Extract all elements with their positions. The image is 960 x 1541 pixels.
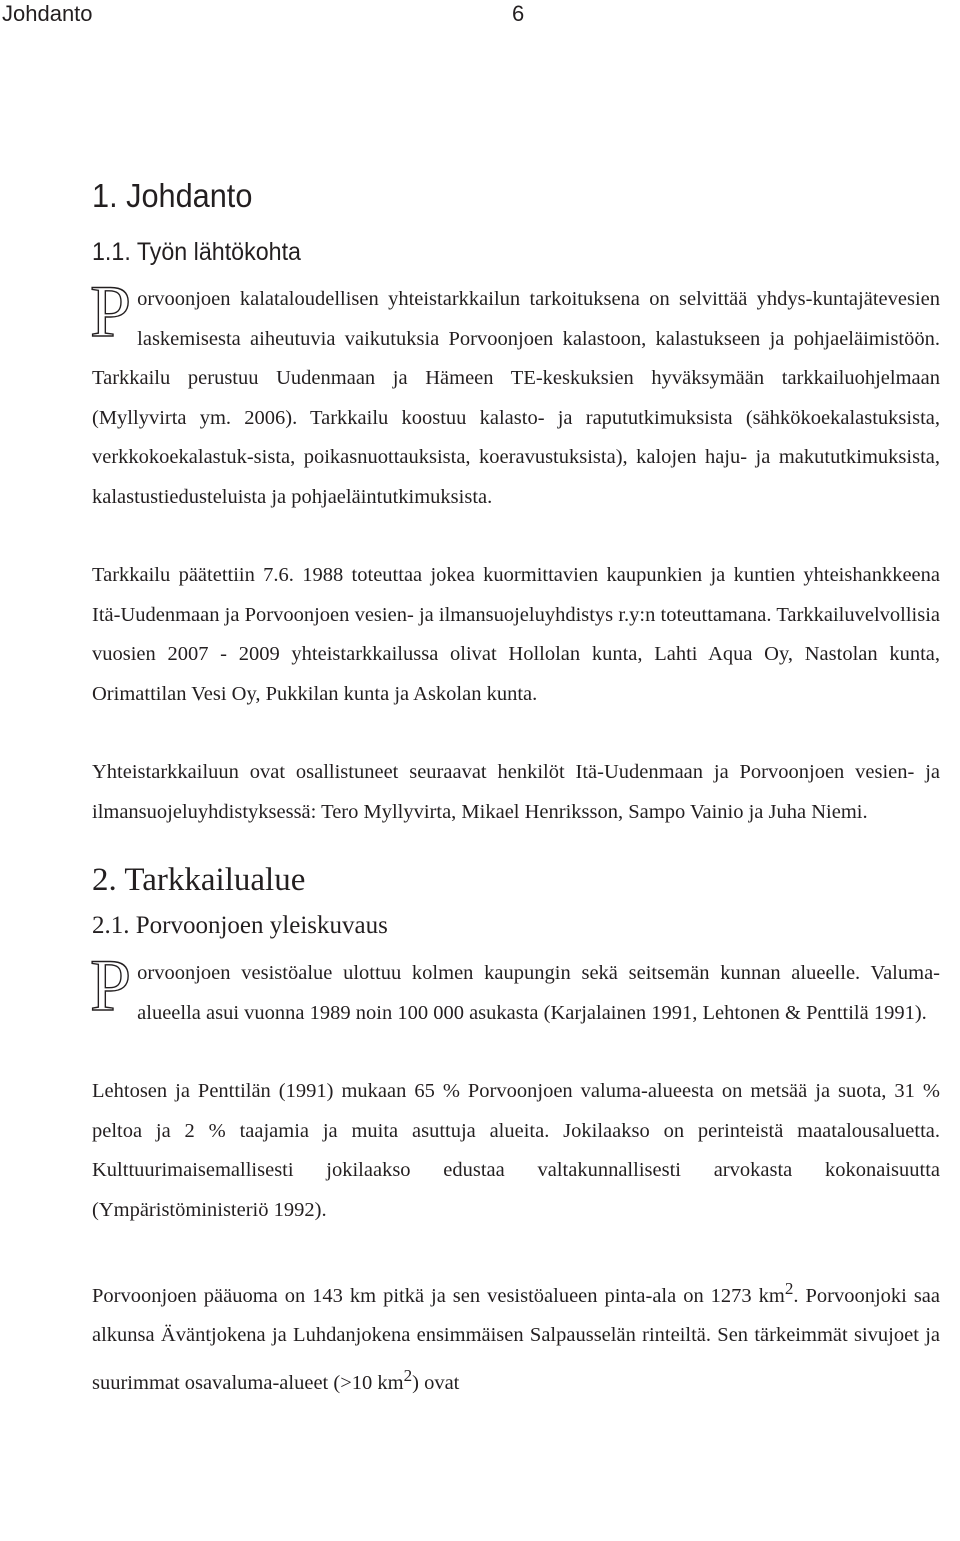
heading-tyon-lahtokohta: 1.1. Työn lähtökohta — [92, 238, 301, 266]
paragraph-intro — [90, 271, 940, 517]
paragraph-vesistoalue-text: orvoonjoen vesistöalue ulottuu kolmen kaupungin sekä seitsemän kunnan alueelle. Valuma-alueella asui vuonna 1989 noin 100 000 asukasta (Karjalainen 1991, Lehtonen & Penttilä 1991). — [137, 962, 940, 1024]
paragraph-tarkkailu-history — [92, 556, 940, 714]
superscript-2: 2 — [784, 1279, 794, 1298]
paragraph-maankaytto: Lehtosen ja Penttilän (1991) mukaan 65 % Porvoonjoen valuma-alueesta on metsää ja suota, 31 % peltoa ja 2 % taajamia ja muita asuttuja alueita. Jokilaakso on perinteistä maatalousaluetta. Kulttuurimaisemallisesti jokilaakso edustaa valtakunnallisesti arvokasta kokonaisuutta (Ympäristöministeriö 1992). — [92, 1080, 940, 1221]
heading-tarkkailualue: 2. Tarkkailualue — [92, 862, 306, 898]
paragraph-history-start: Tarkkailu päätettiin 7.6. 1988 toteuttaa jokea kuormittavien kaupunkien ja kuntien yhteishankkeena Itä-Uudenmaan ja Porvoonjoen vesien- ja ilmansuojeluyhdistys r.y:n toteuttamana. — [92, 564, 940, 626]
paragraph-paauoma-a: Porvoonjoen pääuoma on 143 km pitkä ja sen vesistöalueen pinta-ala on 1273 km — [92, 1284, 785, 1307]
dropcap-p-2: P — [90, 945, 132, 1027]
superscript-2-b: 2 — [403, 1365, 413, 1385]
paragraph-history-rest: Tarkkailuvelvollisia vuosien 2007 - 2009 yhteistarkkailussa olivat Hollolan kunta, Lahti Aqua Oy, Nastolan kunta, Orimattilan Vesi Oy, Pukkilan kunta ja Askolan kunta. — [92, 603, 940, 705]
paragraph-participants: Yhteistarkkailuun ovat osallistuneet seuraavat henkilöt Itä-Uudenmaan ja Porvoonjoen vesien- ja ilmansuojeluyhdistyksessä: Tero Myllyvirta, Mikael Henriksson, Sampo Vainio ja Juha Niemi. — [92, 761, 940, 823]
paragraph-intro-text: orvoonjoen kalataloudellisen yhteistarkkailun tarkoituksena on selvittää yhdys-kuntajätevesien laskemisesta aiheutuvia vaikutuksia Porvoonjoen kalastoon, kalastukseen ja pohjaeläimistöön. Tarkkailu perustuu Uudenmaan ja Hämeen TE-keskuksien hyväksymään tarkkailuohjelmaan (Myllyvirta ym. 2006). Tarkkailu koostuu kalasto- ja rapututkimuksista (sähkökoekalastuksista, verkkokoekalastuk-sista, poikasnuottauksista, koeravustuksista), kalojen haju- ja makututkimuksista, kalastustiedusteluista ja pohjaeläintutkimuksista. — [92, 288, 940, 508]
paragraph-paauoma — [92, 1269, 940, 1403]
heading-porvoonjoen-yleiskuvaus: 2.1. Porvoonjoen yleiskuvaus — [92, 912, 388, 939]
page-number: 6 — [512, 1, 525, 26]
page-body — [92, 170, 940, 1403]
dropcap-p: P — [90, 271, 132, 353]
paragraph-paauoma-b: . Porvoonjoki saa alkunsa Äväntjokena ja Luhdanjokena ensimmäisen Salpausselän rinteiltä. Sen tärkeimmät sivujoet ja suurimmat osavaluma-alueet (>10 km — [92, 1284, 941, 1394]
heading-johdanto: 1. Johdanto — [92, 177, 253, 214]
header-section-title: Johdanto — [2, 1, 93, 26]
paragraph-paauoma-c: ) ovat — [412, 1371, 460, 1394]
paragraph-vesistoalue — [90, 945, 940, 1033]
